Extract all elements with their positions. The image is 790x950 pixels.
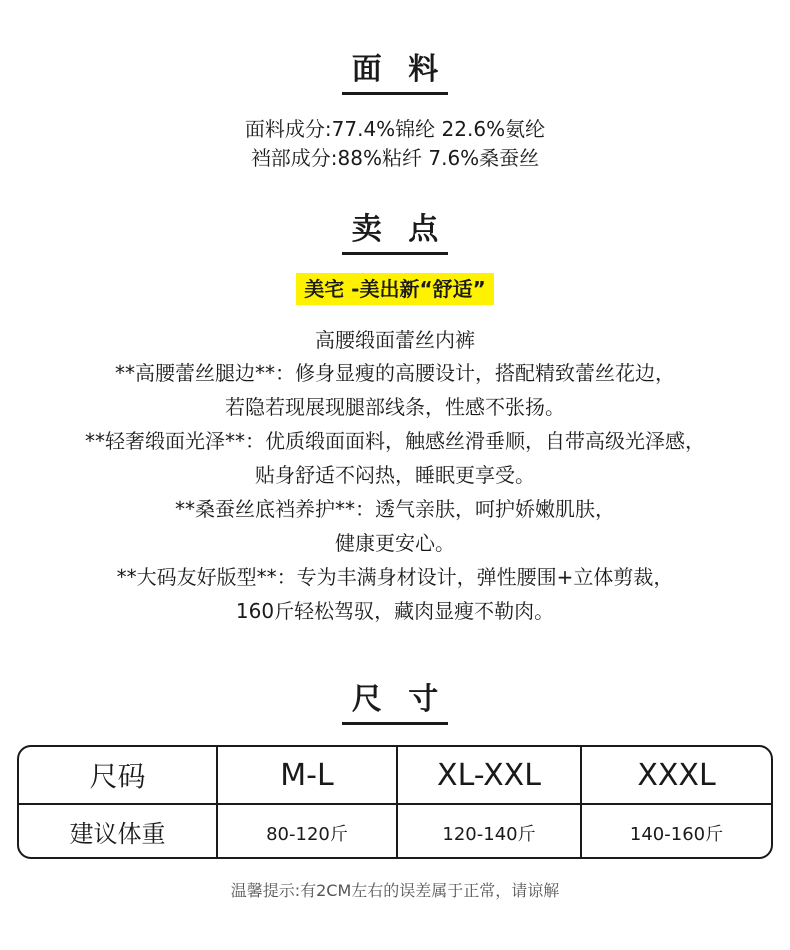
slogan-banner xyxy=(0,273,790,305)
selling-point-line: **高腰蕾丝腿边**：修身显瘦的高腰设计，搭配精致蕾丝花边， xyxy=(115,361,675,385)
size-table-weight-row xyxy=(19,805,771,857)
size-header-cell: 尺码 xyxy=(89,760,146,793)
crotch-composition-line: 裆部成分:88%粘纤 7.6%桑蚕丝 xyxy=(250,146,540,170)
selling-point-line: 160斤轻松驾驭，藏肉显瘦不勒肉。 xyxy=(235,599,555,623)
slogan-text: 美宅 -美出新“舒适” xyxy=(296,273,494,305)
selling-point-line: 若隐若现展现腿部线条，性感不张扬。 xyxy=(225,395,565,419)
weight-value-cell: 120-140斤 xyxy=(396,805,580,857)
weight-value-cell: 140-160斤 xyxy=(580,805,771,857)
selling-point-line: 贴身舒适不闷热，睡眠更享受。 xyxy=(255,463,535,487)
size-tolerance-note: 温馨提示:有2CM左右的误差属于正常，请谅解 xyxy=(230,881,560,900)
size-table xyxy=(17,745,773,859)
size-header-cell: XL-XXL xyxy=(396,747,580,803)
selling-point-line: **轻奢缎面光泽**：优质缎面面料，触感丝滑垂顺，自带高级光泽感， xyxy=(85,429,705,453)
selling-point-line: 高腰缎面蕾丝内裤 xyxy=(315,328,475,352)
size-table-header-row xyxy=(19,747,771,805)
size-title-text: 尺 寸 xyxy=(342,680,448,725)
weight-value-cell: 80-120斤 xyxy=(216,805,396,857)
size-header-cell: M-L xyxy=(216,747,396,803)
fabric-title-text: 面 料 xyxy=(342,50,448,95)
selling-points-title-text: 卖 点 xyxy=(342,210,448,255)
size-title xyxy=(0,680,790,725)
fabric-title xyxy=(0,50,790,95)
selling-point-line: **桑蚕丝底裆养护**：透气亲肤，呵护娇嫩肌肤， xyxy=(175,497,615,521)
selling-point-line: **大码友好版型**：专为丰满身材设计，弹性腰围+立体剪裁， xyxy=(116,565,674,589)
size-header-cell: XXXL xyxy=(580,747,771,803)
weight-label-cell: 建议体重 xyxy=(69,819,166,848)
selling-points-title xyxy=(0,210,790,255)
fabric-composition-line: 面料成分:77.4%锦纶 22.6%氨纶 xyxy=(244,117,546,141)
selling-point-line: 健康更安心。 xyxy=(335,531,455,555)
